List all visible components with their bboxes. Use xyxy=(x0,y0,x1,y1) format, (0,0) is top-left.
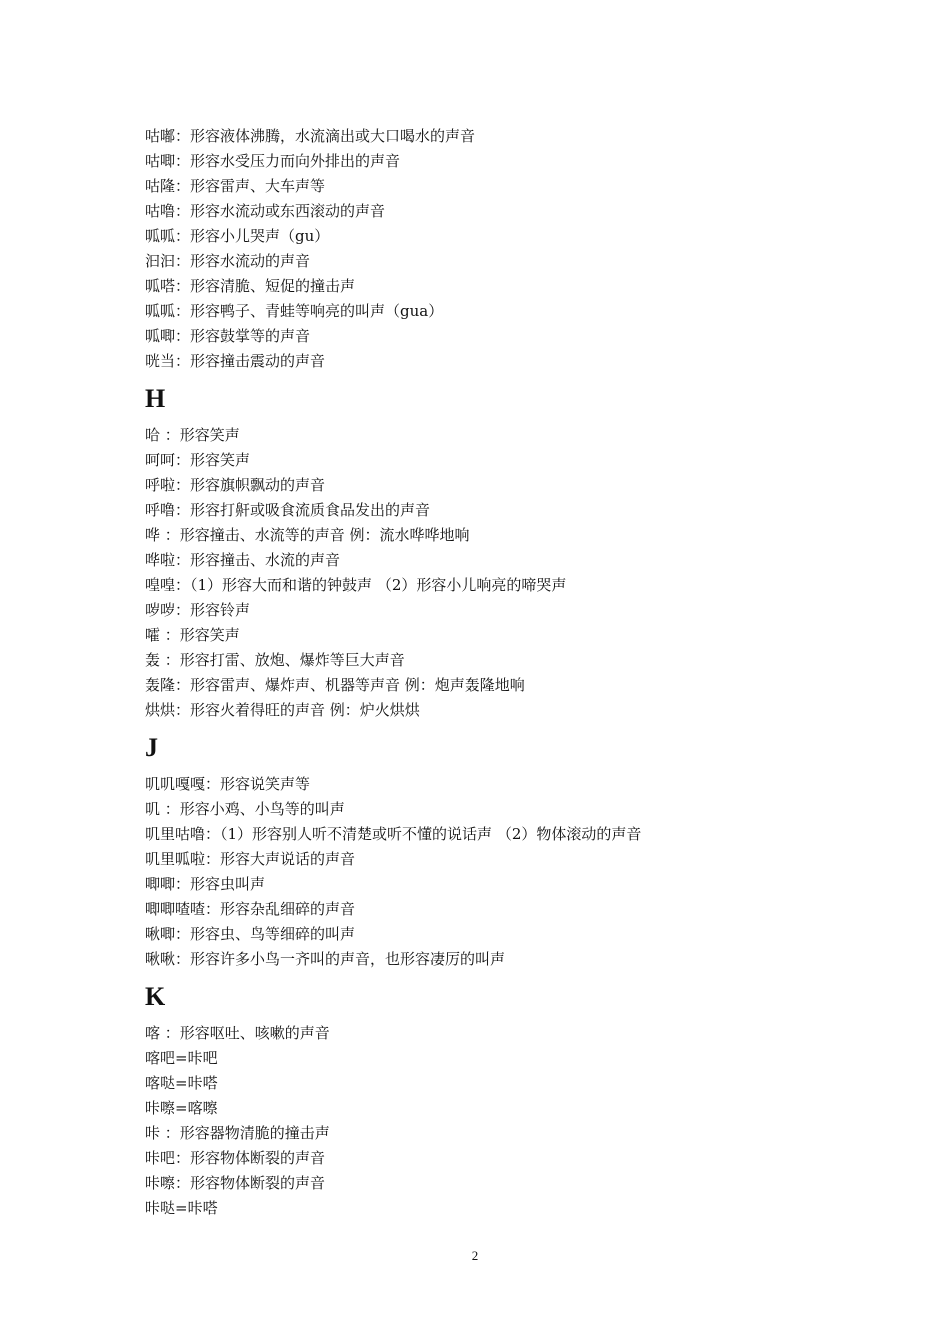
entry: 叽里呱啦：形容大声说话的声音 xyxy=(145,850,356,868)
entry: 啾啾：形容许多小鸟一齐叫的声音，也形容凄厉的叫声 xyxy=(145,950,506,968)
entry: 唧唧喳喳：形容杂乱细碎的声音 xyxy=(145,900,356,918)
section-g-continued xyxy=(145,124,845,374)
entry: 哗啦：形容撞击、水流的声音 xyxy=(145,551,341,569)
entry: 咣当：形容撞击震动的声音 xyxy=(145,352,326,370)
section-h xyxy=(145,374,845,723)
section-k xyxy=(145,972,845,1221)
entry: 烘烘：形容火着得旺的声音 例：炉火烘烘 xyxy=(145,701,420,719)
entry: 轰 ：形容打雷、放炮、爆炸等巨大声音 xyxy=(145,651,405,669)
entry: 喤喤：（1）形容大而和谐的钟鼓声 （2）形容小儿响亮的啼哭声 xyxy=(145,576,567,594)
entry: 嚯 ：形容笑声 xyxy=(145,626,240,644)
section-heading: H xyxy=(145,384,166,413)
entry: 喀吧=咔吧 xyxy=(145,1049,218,1067)
entry: 呱嗒：形容清脆、短促的撞击声 xyxy=(145,277,356,295)
entry: 叽里咕噜：（1）形容别人听不清楚或听不懂的说话声 （2）物体滚动的声音 xyxy=(145,825,642,843)
entry: 呱唧：形容鼓掌等的声音 xyxy=(145,327,311,345)
entry: 咔嚓=喀嚓 xyxy=(145,1099,218,1117)
entry: 叽叽嘎嘎：形容说笑声等 xyxy=(145,775,311,793)
entry: 喀哒=咔嗒 xyxy=(145,1074,218,1092)
entry: 哈 ：形容笑声 xyxy=(145,426,240,444)
entry: 咔嚓：形容物体断裂的声音 xyxy=(145,1174,326,1192)
entry: 咔 ：形容器物清脆的撞击声 xyxy=(145,1124,330,1142)
page-number: 2 xyxy=(471,1248,479,1263)
section-j xyxy=(145,723,845,972)
entry: 轰隆：形容雷声、爆炸声、机器等声音 例：炮声轰隆地响 xyxy=(145,676,525,694)
entry: 咕隆：形容雷声、大车声等 xyxy=(145,177,326,195)
entry: 呼噜：形容打鼾或吸食流质食品发出的声音 xyxy=(145,501,431,519)
document-content xyxy=(145,124,845,1221)
entry: 汩汩：形容水流动的声音 xyxy=(145,252,311,270)
entry: 咕唧：形容水受压力而向外排出的声音 xyxy=(145,152,401,170)
entry: 啾唧：形容虫、鸟等细碎的叫声 xyxy=(145,925,356,943)
entry: 咕嘟：形容液体沸腾，水流滴出或大口喝水的声音 xyxy=(145,127,476,145)
entry: 呵呵：形容笑声 xyxy=(145,451,251,469)
entry: 哕哕：形容铃声 xyxy=(145,601,251,619)
entry: 喀 ：形容呕吐、咳嗽的声音 xyxy=(145,1024,330,1042)
entry: 咔吧：形容物体断裂的声音 xyxy=(145,1149,326,1167)
entry: 咕噜：形容水流动或东西滚动的声音 xyxy=(145,202,386,220)
entry: 呼啦：形容旗帜飘动的声音 xyxy=(145,476,326,494)
section-heading: J xyxy=(145,733,158,762)
entry: 唧唧：形容虫叫声 xyxy=(145,875,266,893)
entry: 呱呱：形容小儿哭声（gu） xyxy=(145,227,330,245)
entry: 哗 ：形容撞击、水流等的声音 例：流水哗哗地响 xyxy=(145,526,470,544)
entry: 叽 ：形容小鸡、小鸟等的叫声 xyxy=(145,800,345,818)
entry: 呱呱：形容鸭子、青蛙等响亮的叫声（gua） xyxy=(145,302,444,320)
section-heading: K xyxy=(145,982,166,1011)
entry: 咔哒=咔嗒 xyxy=(145,1199,218,1217)
